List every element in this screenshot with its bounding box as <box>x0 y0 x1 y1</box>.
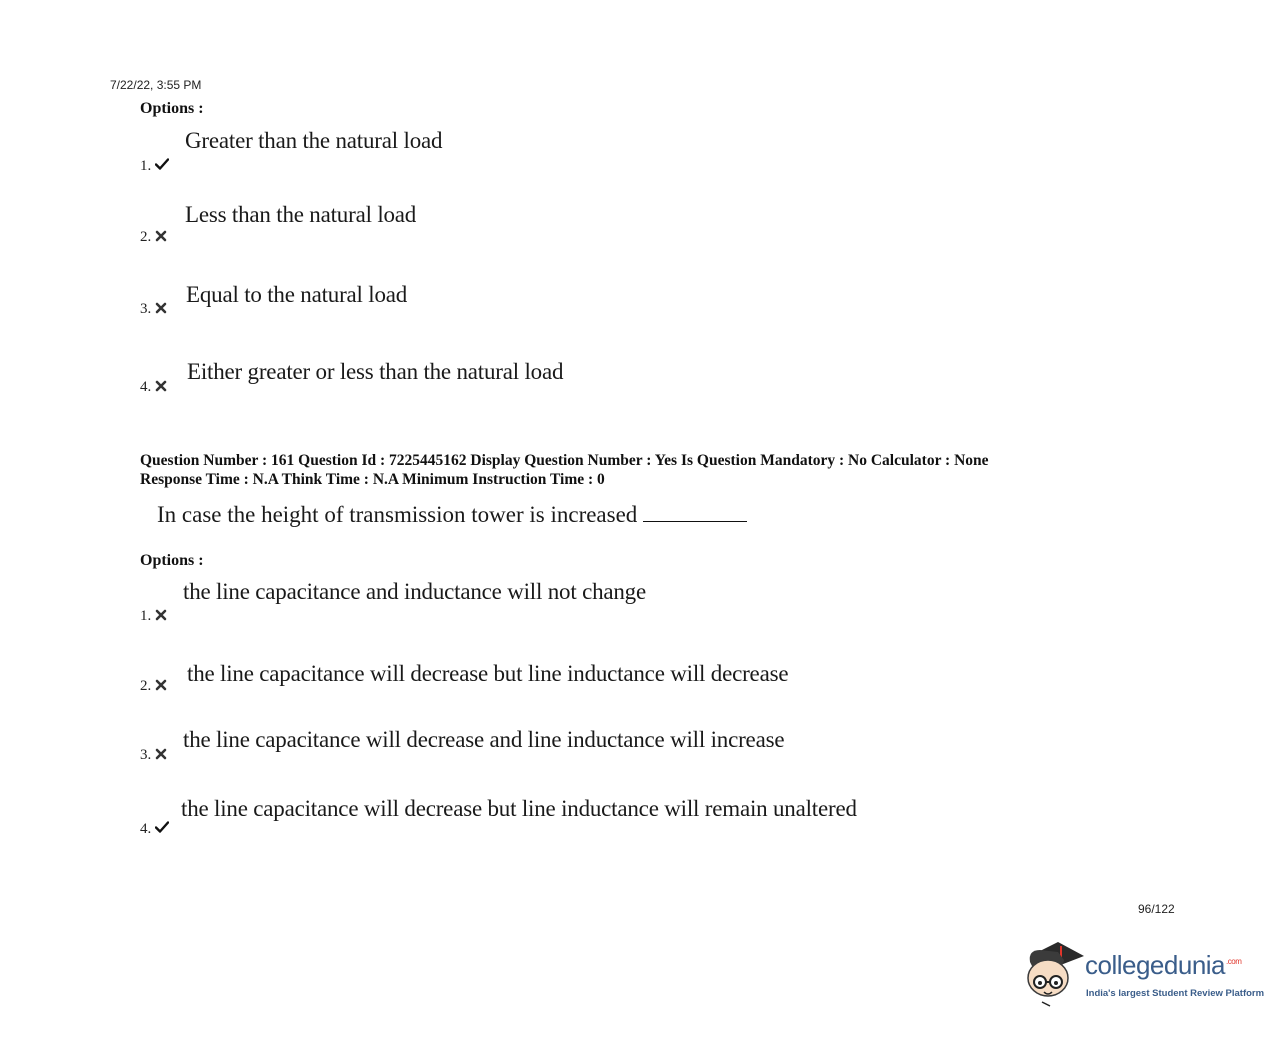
option-number: 1. <box>140 608 169 625</box>
cross-icon <box>155 609 169 623</box>
option-number: 4. <box>140 820 169 838</box>
question-meta-line-2: Response Time : N.A Think Time : N.A Minimum Instruction Time : 0 <box>140 471 605 488</box>
option-text: Less than the natural load <box>185 202 417 227</box>
option-text: the line capacitance and inductance will not change <box>183 579 646 604</box>
check-icon <box>155 157 169 171</box>
answer-blank <box>643 501 747 522</box>
option-text: the line capacitance will decrease but line inductance will remain unaltered <box>181 796 857 821</box>
options-label: Options : <box>140 552 204 569</box>
option-number: 1. <box>140 157 169 175</box>
option-text: Greater than the natural load <box>185 128 443 153</box>
brand-tagline: India's largest Student Review Platform <box>1086 988 1265 999</box>
option-number: 2. <box>140 229 169 246</box>
brand-name: collegedunia$^{.com}$ <box>1085 950 1242 980</box>
cross-icon <box>155 679 169 693</box>
option-number: 2. <box>140 678 169 695</box>
cross-icon <box>155 230 169 244</box>
question-meta-line-1: Question Number : 161 Question Id : 7225445162 Display Question Number : Yes Is Question Mandatory : No Calculator : None <box>140 452 989 469</box>
page-number: 96/122 <box>1138 902 1175 916</box>
options-label: Options : <box>140 100 204 117</box>
option-text: the line capacitance will decrease but line inductance will decrease <box>187 661 789 686</box>
mascot-logo-icon <box>1024 940 1084 1008</box>
option-number: 4. <box>140 379 169 396</box>
option-text: Either greater or less than the natural load <box>187 359 564 384</box>
option-text: Equal to the natural load <box>186 282 408 307</box>
option-number: 3. <box>140 301 169 318</box>
question-text: In case the height of transmission tower is increased <box>157 501 747 528</box>
cross-icon <box>155 302 169 316</box>
check-icon <box>155 820 169 834</box>
cross-icon <box>155 380 169 394</box>
print-timestamp: 7/22/22, 3:55 PM <box>110 78 202 92</box>
option-number: 3. <box>140 747 169 764</box>
cross-icon <box>155 748 169 762</box>
option-text: the line capacitance will decrease and line inductance will increase <box>183 727 785 752</box>
